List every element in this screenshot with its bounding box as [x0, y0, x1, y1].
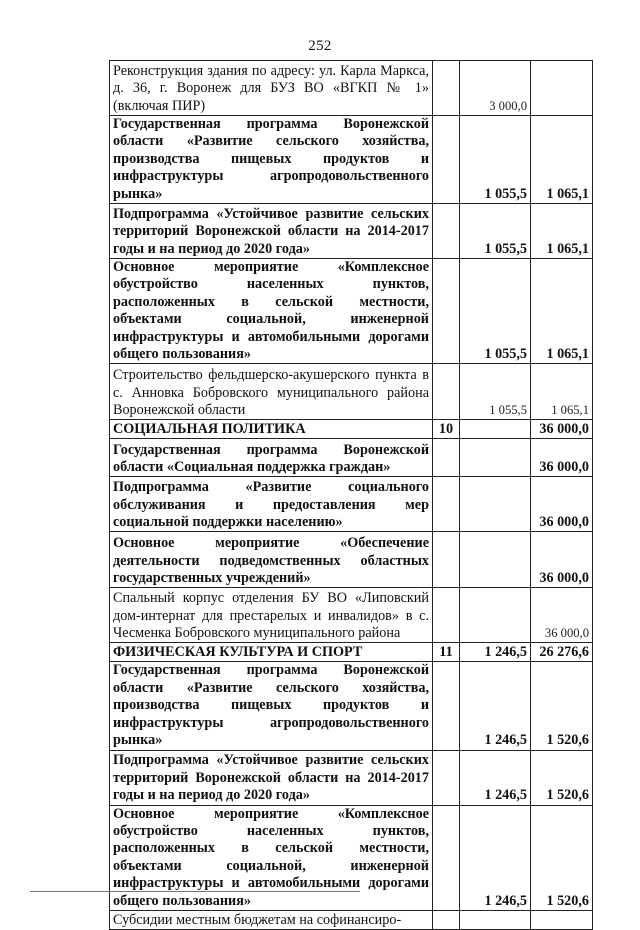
row-section-code	[433, 588, 460, 643]
row-value-2: 1 065,1	[531, 364, 593, 420]
row-value-1	[460, 910, 531, 929]
row-value-2: 1 520,6	[531, 805, 593, 910]
row-section-code	[433, 259, 460, 364]
row-section-code	[433, 204, 460, 259]
row-name: ФИЗИЧЕСКАЯ КУЛЬТУРА И СПОРТ	[110, 643, 433, 662]
table-row	[110, 532, 593, 588]
row-section-code	[433, 805, 460, 910]
row-value-1	[460, 532, 531, 588]
row-name: СОЦИАЛЬНАЯ ПОЛИТИКА	[110, 420, 433, 439]
row-value-2: 1 065,1	[531, 116, 593, 204]
budget-table	[109, 60, 593, 930]
row-value-1: 1 055,5	[460, 116, 531, 204]
row-value-2: 1 520,6	[531, 662, 593, 750]
row-value-1: 1 246,5	[460, 643, 531, 662]
row-name: Строительство фельдшерско-акушерского пункта в с. Анновка Бобровского муниципального района Воронежской области	[110, 364, 433, 420]
row-value-2: 1 520,6	[531, 750, 593, 805]
row-value-1: 1 055,5	[460, 204, 531, 259]
table-row	[110, 61, 593, 116]
row-section-code	[433, 532, 460, 588]
row-value-1	[460, 477, 531, 532]
row-value-1: 1 246,5	[460, 662, 531, 750]
table-row	[110, 477, 593, 532]
row-value-2: 36 000,0	[531, 420, 593, 439]
row-name: Государственная программа Воронежской области «Социальная поддержка граждан»	[110, 439, 433, 477]
row-name: Подпрограмма «Развитие социального обслуживания и предоставления мер социальной поддержки населению»	[110, 477, 433, 532]
row-name: Основное мероприятие «Комплексное обустройство населенных пунктов, расположенных в сельской местности, объектами социальной, инженерной инфраструктуры и автомобильными дорогами общего пользования»	[110, 805, 433, 910]
row-name: Реконструкция здания по адресу: ул. Карла Маркса, д. 36, г. Воронеж для БУЗ ВО «ВГКП № 1» (включая ПИР)	[110, 61, 433, 116]
table-row	[110, 259, 593, 364]
row-name: Подпрограмма «Устойчивое развитие сельских территорий Воронежской области на 2014-2017 годы и на период до 2020 года»	[110, 750, 433, 805]
section-row	[110, 420, 593, 439]
row-section-code	[433, 477, 460, 532]
row-section-code	[433, 662, 460, 750]
row-name: Основное мероприятие «Комплексное обустройство населенных пунктов, расположенных в сельской местности, объектами социальной, инженерной инфраструктуры и автомобильными дорогами общего пользования»	[110, 259, 433, 364]
row-value-2: 1 065,1	[531, 259, 593, 364]
footer-rule	[30, 891, 360, 892]
row-name: Спальный корпус отделения БУ ВО «Липовский дом-интернат для престарелых и инвалидов» в с. Чесменка Бобровского муниципального района	[110, 588, 433, 643]
row-value-1: 1 055,5	[460, 364, 531, 420]
table-row	[110, 204, 593, 259]
row-value-1: 1 246,5	[460, 750, 531, 805]
row-section-code	[433, 910, 460, 929]
row-value-2	[531, 61, 593, 116]
table-row	[110, 662, 593, 750]
row-value-2: 26 276,6	[531, 643, 593, 662]
page-number: 252	[308, 38, 332, 54]
row-section-code	[433, 116, 460, 204]
row-value-1: 3 000,0	[460, 61, 531, 116]
row-section-code: 10	[433, 420, 460, 439]
row-name: Основное мероприятие «Обеспечение деятельности подведомственных областных государственных учреждений»	[110, 532, 433, 588]
table-row	[110, 588, 593, 643]
row-value-1	[460, 588, 531, 643]
row-value-2: 36 000,0	[531, 532, 593, 588]
table-row	[110, 364, 593, 420]
table-row	[110, 750, 593, 805]
row-value-2	[531, 910, 593, 929]
row-name: Государственная программа Воронежской области «Развитие сельского хозяйства, производства пищевых продуктов и инфраструктуры агропродовольственного рынка»	[110, 116, 433, 204]
row-value-2: 1 065,1	[531, 204, 593, 259]
row-value-2: 36 000,0	[531, 439, 593, 477]
row-value-2: 36 000,0	[531, 588, 593, 643]
row-value-1	[460, 439, 531, 477]
row-section-code	[433, 439, 460, 477]
row-name: Субсидии местным бюджетам на софинансиро-	[110, 910, 433, 929]
table-row	[110, 805, 593, 910]
row-section-code	[433, 750, 460, 805]
table-row	[110, 116, 593, 204]
row-value-2: 36 000,0	[531, 477, 593, 532]
row-name: Подпрограмма «Устойчивое развитие сельских территорий Воронежской области на 2014-2017 годы и на период до 2020 года»	[110, 204, 433, 259]
table-row	[110, 439, 593, 477]
row-value-1: 1 055,5	[460, 259, 531, 364]
row-section-code	[433, 364, 460, 420]
row-name: Государственная программа Воронежской области «Развитие сельского хозяйства, производства пищевых продуктов и инфраструктуры агропродовольственного рынка»	[110, 662, 433, 750]
row-value-1: 1 246,5	[460, 805, 531, 910]
section-row	[110, 643, 593, 662]
row-section-code: 11	[433, 643, 460, 662]
row-section-code	[433, 61, 460, 116]
table-row	[110, 910, 593, 929]
row-value-1	[460, 420, 531, 439]
budget-table-body	[110, 61, 593, 930]
